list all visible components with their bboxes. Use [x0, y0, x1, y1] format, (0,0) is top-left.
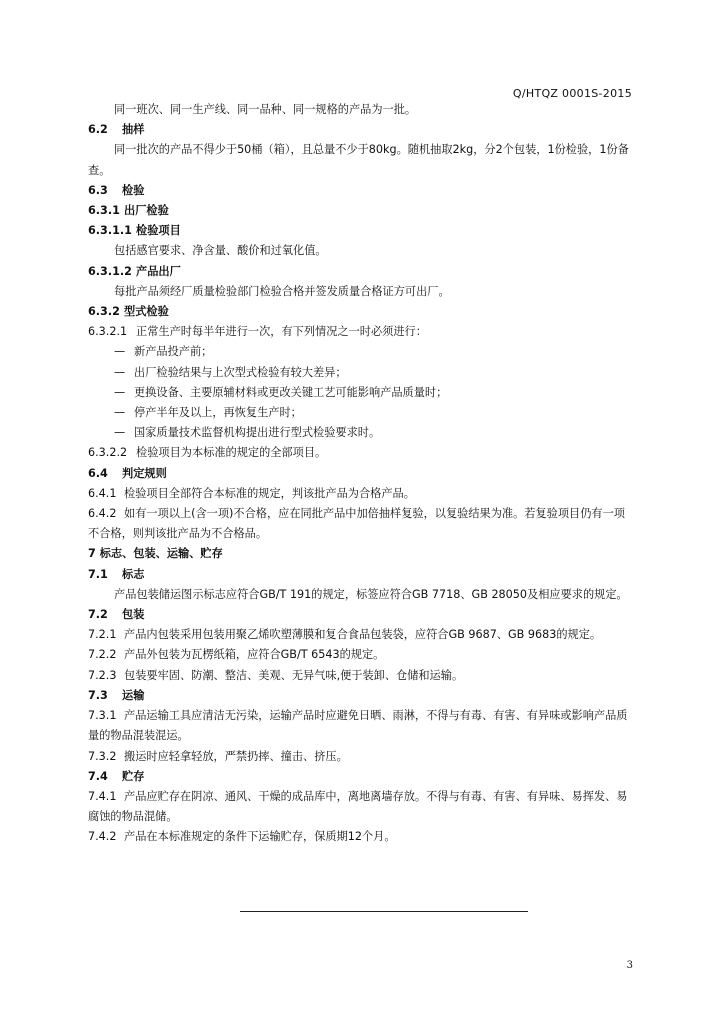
- section-6-2-heading: 6.2 抽样: [88, 123, 145, 137]
- section-7-3-heading: 7.3 运输: [88, 688, 145, 702]
- standard-code: Q/HTQZ 0001S-2015: [512, 87, 632, 100]
- clause-7-3-1: 7.3.1 产品运输工具应清洁无污染，运输产品时应避免日晒、雨淋，不得与有毒、有害、有异味或影响产品质量的物品混装混运。: [88, 709, 628, 743]
- clause-6-4-1: 6.4.1 检验项目全部符合本标准的规定，判该批产品为合格产品。: [88, 486, 415, 500]
- clause-6-3-2-1: 6.3.2.1 正常生产时每半年进行一次，有下列情况之一时必须进行：: [88, 325, 427, 339]
- section-6-3-1-1-heading: 6.3.1.1 检验项目: [88, 224, 181, 238]
- clause-6-3-2-2: 6.3.2.2 检验项目为本标准的规定的全部项目。: [88, 446, 327, 460]
- paragraph-batch: 同一班次、同一生产线、同一品种、同一规格的产品为一批。: [114, 103, 417, 116]
- page-number: 3: [626, 960, 633, 971]
- clause-7-4-1: 7.4.1 产品应贮存在阴凉、通风、干燥的成品库中，离地离墙存放。不得与有毒、有害、有异味、易挥发、易腐蚀的物品混储。: [88, 789, 628, 824]
- section-7-1-heading: 7.1 标志: [88, 567, 145, 581]
- dash-list-item: — 更换设备、主要原辅材料或更改关键工艺可能影响产品质量时；: [114, 385, 448, 399]
- clause-7-2-3: 7.2.3 包装要牢固、防潮、整洁、美观、无异气味,便于装卸、仓储和运输。: [88, 668, 464, 682]
- dash-list-item: — 新产品投产前；: [114, 345, 213, 359]
- section-6-3-1-heading: 6.3.1 出厂检验: [88, 204, 169, 218]
- paragraph-inspection-items: 包括感官要求、净含量、酸价和过氧化值。: [114, 244, 327, 258]
- clause-7-2-2: 7.2.2 产品外包装为瓦楞纸箱，应符合GB/T 6543的规定。: [88, 648, 385, 662]
- end-rule-divider: [240, 911, 528, 912]
- dash-list-item: — 国家质量技术监督机构提出进行型式检验要求时。: [114, 426, 381, 440]
- section-7-4-heading: 7.4 贮存: [88, 769, 145, 783]
- section-7-2-heading: 7.2 包装: [88, 608, 145, 622]
- section-6-3-heading: 6.3 检验: [88, 183, 145, 197]
- clause-7-4-2: 7.4.2 产品在本标准规定的条件下运输贮存，保质期12个月。: [88, 830, 396, 844]
- paragraph-release: 每批产品须经厂质量检验部门检验合格并签发质量合格证方可出厂。: [114, 284, 450, 298]
- section-6-3-1-2-heading: 6.3.1.2 产品出厂: [88, 264, 181, 278]
- dash-list-item: — 停产半年及以上，再恢复生产时；: [114, 406, 302, 420]
- document-body: [88, 100, 633, 848]
- section-6-3-2-heading: 6.3.2 型式检验: [88, 305, 169, 319]
- clause-7-2-1: 7.2.1 产品内包装采用包装用聚乙烯吹塑薄膜和复合食品包装袋，应符合GB 9687、GB 9683的规定。: [88, 628, 602, 642]
- paragraph-marking: 产品包装储运图示标志应符合GB/T 191的规定，标签应符合GB 7718、GB 28050及相应要求的规定。: [114, 587, 628, 601]
- section-7-heading: 7 标志、包装、运输、贮存: [88, 547, 223, 561]
- dash-list-item: — 出厂检验结果与上次型式检验有较大差异；: [114, 365, 347, 379]
- clause-7-3-2: 7.3.2 搬运时应轻拿轻放，严禁扔摔、撞击、挤压。: [88, 749, 348, 763]
- section-6-4-heading: 6.4 判定规则: [88, 466, 167, 480]
- clause-6-4-2: 6.4.2 如有一项以上(含一项)不合格，应在同批产品中加倍抽样复验，以复验结果为准。若复验项目仍有一项不合格，则判该批产品为不合格品。: [88, 507, 625, 541]
- paragraph-sampling: 同一批次的产品不得少于50桶（箱），且总量不少于80kg。随机抽取2kg，分2个包装，1份检验，1份备查。: [88, 143, 629, 177]
